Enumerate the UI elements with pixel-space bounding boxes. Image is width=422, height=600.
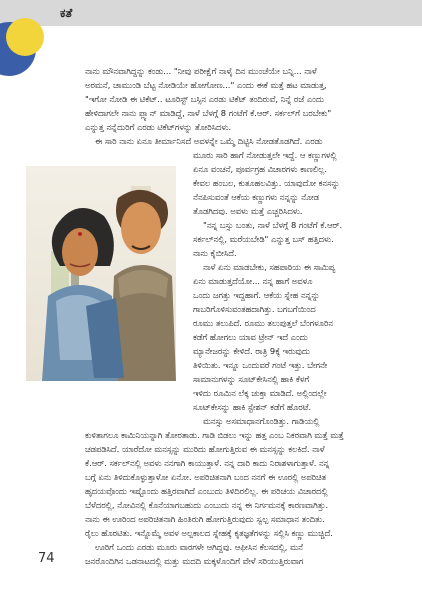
text-line: ಒಂದು ಜಗತ್ತು ಇದ್ದಹಾಗೆ. ಆಕೆಯ ಸ್ನೇಹ ನನ್ನನ್ನು bbox=[193, 290, 320, 300]
text-line: ತೊಡಗಿದವು. ಅವಳು ಮತ್ತೆ ಎಚ್ಚರಿಸಿದಳು. bbox=[193, 206, 303, 216]
text-line: ರೈಲು ಹೊರಟಿತು. ಇನ್ನೊಮ್ಮೆ ಅವಳ ಅಲ್ಪಕಾಲದ ಸ್ನೇಹಕ್ಕೆ ಕೃತಜ್ಞತೆಗಳನ್ನು ಸಲ್ಲಿಸಿ ಕಣ್ಣು ಮುಚ್ಚಿದೆ. bbox=[85, 528, 333, 538]
text-line: ಸರ್ಕಲ್‌ನಲ್ಲಿ, ಮರೆಯಬೇಡಿ" ಎನ್ನುತ್ತ ಬಸ್ ಹತ್ತಿದಳು. bbox=[193, 234, 334, 244]
text-line: ಇಳಿದು ರೂಮಿನ ಲೆಕ್ಕ ಚುಕ್ತಾ ಮಾಡಿದೆ. ಅಲ್ಲಿಂದಲ್ಲೇ bbox=[193, 388, 327, 398]
text-line: ಅರಮನೆ, ಚಾಮುಂಡಿ ಬೆಟ್ಟ ನೋಡಿಯೇ ಹೋಗೋಣ..." ಎಂದು ಈಕೆ ಮತ್ತೆ ಹಟ ಮಾಡುತ್ತ, bbox=[85, 80, 327, 90]
text-line: ನಾನು ಈ ಊರಿಂದ ಅಪರಿಚಿತನಾಗಿ ಹಿಂತಿರುಗಿ ಹೋಗುತ್ತಿರುವುದು ಸ್ವಲ್ಪ ಸಮಾಧಾನ ತಂದಿತು. bbox=[85, 514, 325, 524]
text-line: ನಾನು ಮೌನವಾಗಿದ್ದನ್ನು ಕಂಡು... "ನೀವು ಪರೀಕ್ಷೆಗೆ ನಾಳೈ ದಿನ ಮುಂಚೆಯೇ ಬನ್ನಿ... ನಾಳೆ bbox=[85, 66, 317, 76]
text-line: ಮನಸ್ಸು ಅಸಮಾಧಾನಗೊಂಡಿತ್ತು. ಗಾಡಿಯಲ್ಲಿ bbox=[203, 416, 320, 426]
text-line: ಈ ಸಾರಿ ನಾನು ಏನೂ ತೀರ್ಮಾನಿಸದೆ ಅವಳನ್ನೇ ಒಮ್ಮೆ ದಿಟ್ಟಿಸಿ ನೋಡತೊಡಗಿದೆ. ಎರಡು bbox=[95, 136, 323, 146]
text-line: ಜನರೊಂದಿಗಿನ ಒಡನಾಟದಲ್ಲಿ ಮತ್ತು ಮದದಿ ಮಕ್ಕಳೊಂದಿಗೆ ವೇಳೆ ಸರಿಯುತ್ತಿರುವಾಗ bbox=[85, 556, 304, 566]
text-line: ಕೇವಲ ಹಂಬಲ, ಕುತೂಹಲವಿತ್ತು. ಯಾವುದೋ ಕನಸನ್ನು bbox=[193, 178, 340, 188]
text-line: ನಾಳೆ ಏನು ಮಾಡಬೇಕು, ಸಹಪಾಠಿಯ ಈ ಸಾಮಿಪ್ಯ bbox=[203, 262, 336, 272]
text-line: ಕುಳಿತಾಗಲೂ ಕಾಮಿನಿಯನ್ನಾಗಿ ತೋರತಾಡು. ಗಾಡಿ ಬಿಡಲು ಇನ್ನು ಹತ್ತ ಎಂಬ ನಿಕರವಾಗಿ ಮತ್ತೆ ಮತ್ತೆ bbox=[85, 430, 344, 440]
text-line: ನಾನು ಕೈಬೀಸಿದೆ. bbox=[193, 248, 237, 258]
section-title: ಕತೆ bbox=[60, 6, 73, 20]
page-number: 74 bbox=[38, 551, 55, 566]
text-line: ಗಾಬರಿಗೊಳಿಸುವಂತಹದಾಗಿತ್ತು. ಬಗಬಗೆಯಿಂದ bbox=[193, 304, 316, 314]
text-line: ಊರಿಗೆ ಒಂದು ಎರಡು ಮೂರು ವಾರಗಳೇ ಆಗಿದ್ದವು. ಆಫೀಸಿನ ಕೆಲಸದಲ್ಲಿ, ಮನೆ bbox=[95, 542, 303, 552]
text-line: ಎನ್ನುತ್ತ ನನ್ನೆದುರಿಗೆ ಎರಡು ಟಿಕೆಟ್‌ಗಳನ್ನು ತೋರಿಸಿದಳು. bbox=[85, 122, 232, 132]
text-line: ರೂಮು ತಲುಪಿದೆ. ರೂಮು ತಲುಪುತ್ತಲೆ ಬೆಂಗಳೂರಿನ bbox=[193, 318, 333, 328]
text-line: ಕಡೆಗೆ ಹೋಗಲು ಯಾವ ಟ್ರೇನ್ ಇದೆ ಎಂದು bbox=[193, 332, 308, 342]
decor-circle-yellow bbox=[6, 18, 44, 56]
text-line: ತಿಳಿಯಿತು. ಇನ್ನೂ ಒಂದುವರೆ ಗಂಟೆ ಇತ್ತು. ಬೇಗನೇ bbox=[193, 360, 328, 370]
text-line: ಚಡಪಡಿಸಿದೆ. ಯಾರೆದೋ ಮನಸ್ಸನ್ನು ಮುರಿದು ಹೋಗುತ್ತಿರುವ ಈ ಮನಸ್ಸನ್ನು ಕಲಕಿದೆ. ನಾಳೆ bbox=[85, 444, 325, 454]
text-line: ಏನೂ ವಂಚನೆ, ಪೂರ್ವಗ್ರಹ ವಿಚಾರಗಳು ಕಾಣಲಿಲ್ಲ. bbox=[193, 164, 328, 174]
text-line: ಮೂರು ಸಾರಿ ಹಾಗೆ ನೋಡುತ್ತಲೇ ಇದ್ದೆ. ಆ ಕಣ್ಣುಗಳಲ್ಲಿ bbox=[193, 150, 337, 160]
text-line: "ನನ್ನ ಬಸ್ಸು ಬಂತು, ನಾಳೆ ಬೆಳಗ್ಗೆ 8 ಗಂಟೆಗೆ ಕೆ.ಆರ್. bbox=[203, 220, 343, 230]
text-line: ಹೃದಯವೊಂದು ಇಷ್ಟೊಂದು ಹತ್ತಿರವಾಗಿದೆ ಎಂಬುದು ತಿಳಿದಿರಲಿಲ್ಲ. ಈ ಪರಿಚಯ ವಿಚಾರದಲ್ಲಿ bbox=[85, 486, 328, 496]
text-line: ಸೂಟ್‌ಕೇಸನ್ನು ಹಾಕಿ ಸ್ಟೇಶನ್ ಕಡೆಗೆ ಹೊರಟೆ. bbox=[193, 402, 312, 412]
text-line: ಏನು ಮಾಡುತ್ತದೆಯೋ... ನನ್ನ ಹಾಗೆ ಅವಳೂ bbox=[193, 276, 313, 286]
text-line: ಬೆಳೆದರಲ್ಲಿ, ನೋವಿನಲ್ಲಿ ಕೊನೆಯಾಗಬಹುದು ಎಂಬುದು ನನ್ನ ಈ ನಿರ್ಗಮನಕ್ಕೆ ಕಾರಣವಾಗಿತ್ತು. bbox=[85, 500, 329, 510]
text-line: ಹೇಳಿದಾಗಲೇ ನಾನು ಪ್ಲ್ಯಾನ್ ಮಾಡಿದ್ದೆ, ನಾಳೆ ಬೆಳಗ್ಗೆ 8 ಗಂಟೆಗೆ ಕೆ.ಆರ್. ಸರ್ಕಲ್‌ಗೆ ಬರಬೇಕು" bbox=[85, 108, 332, 118]
text-line: "ಇಗೋ ನೋಡಿ ಈ ಟಿಕೆಟ್.. ಟೂರಿಸ್ಟ್ ಬಸ್ಸಿನ ಎರಡು ಟಿಕೆಟ್ ತಂದಿರುವೆ, ನಿನ್ನೆ ರಜೆ ಎಂದು bbox=[85, 94, 324, 104]
text-line: ಬಗ್ಗೆ ಏನು ತಿಳಿದುಕೊಳ್ಳುತ್ತಾಳೋ ಏನೋ. ಅಪರಿಚಿತನಾಗಿ ಬಂದ ನನಗೆ ಈ ಊರಲ್ಲಿ ಅಪರಿಚಿತ bbox=[85, 472, 327, 482]
text-line: ನೆನಪಿಸುವಂತೆ ಆಕೆಯ ಕಣ್ಣುಗಳು ನನ್ನನ್ನು ನೋಡ bbox=[193, 192, 320, 202]
story-illustration bbox=[26, 156, 176, 386]
text-line: ಮ್ಯಾನೇಜರನ್ನು ಕೇಳಿದೆ. ರಾತ್ರಿ 9ಕ್ಕೆ ಇರುವುದು bbox=[193, 346, 310, 356]
text-line: ಕೆ.ಆರ್. ಸರ್ಕಲ್‌ನಲ್ಲಿ ಅವಳು ನನಗಾಗಿ ಕಾಯುತ್ತಾಳೆ. ನನ್ನ ದಾರಿ ಕಾದು ನಿರಾಶಳಾಗುತ್ತಾಳೆ. ನನ್ನ bbox=[85, 458, 330, 468]
text-line: ಸಾಮಾನುಗಳನ್ನು ಸೂಟ್‌ಕೇಸಿನಲ್ಲಿ ಹಾಕಿ ಕೆಳಗೆ bbox=[193, 374, 310, 384]
